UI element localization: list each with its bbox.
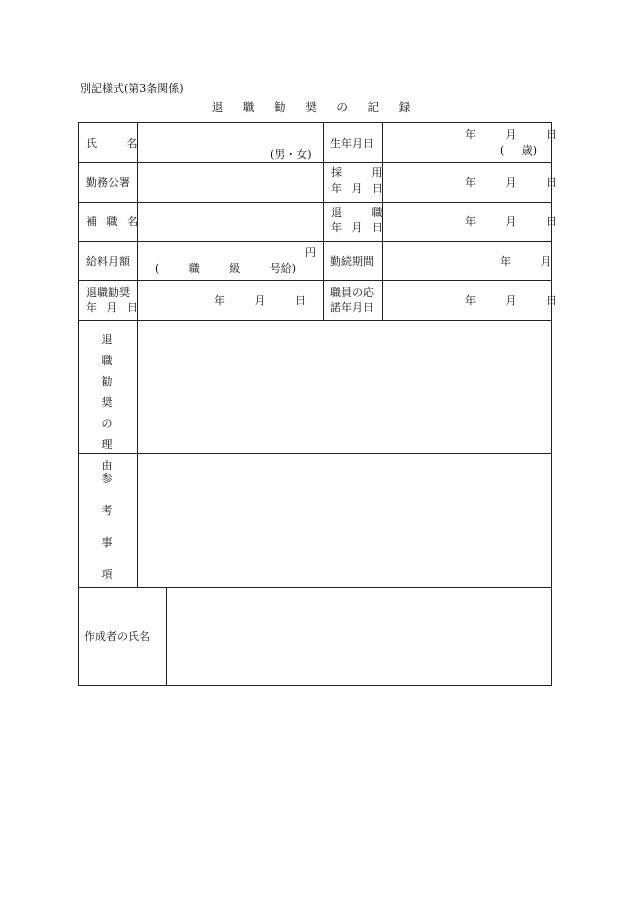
row-divider	[78, 241, 552, 242]
reason-label	[98, 331, 116, 473]
column-divider	[323, 122, 324, 320]
reference-label-char: 事	[101, 536, 113, 549]
retire-label-date: 年 月 日	[331, 221, 383, 234]
row-divider	[78, 280, 552, 281]
position-label: 補 職 名	[86, 215, 138, 228]
age-field[interactable]: ( 歳)	[500, 144, 538, 157]
hire-label: 採 用	[331, 166, 383, 179]
recommend-date-field[interactable]: 年 月 日	[214, 294, 306, 307]
recommend-label-date: 年 月 日	[86, 301, 138, 314]
consent-label-date: 諾年月日	[330, 301, 374, 314]
retire-label: 退 職	[331, 206, 383, 219]
office-label: 勤務公署	[86, 176, 130, 189]
hire-label-date: 年 月 日	[331, 182, 383, 195]
reason-label-char: 由	[101, 459, 113, 472]
reason-label-char: 奨	[101, 396, 113, 409]
form-label: 別記様式(第3条関係)	[80, 82, 184, 95]
reason-label-char: の	[101, 417, 113, 430]
reason-field[interactable]	[138, 321, 551, 453]
service-label: 勤続期間	[330, 255, 374, 268]
author-label: 作成者の氏名	[84, 630, 150, 643]
reason-label-char: 退	[101, 333, 113, 346]
row-divider	[78, 162, 552, 163]
recommend-label: 退職勧奨	[86, 286, 130, 299]
reason-label-char: 理	[101, 438, 113, 451]
retire-date-field[interactable]: 年 月 日	[465, 215, 557, 228]
reference-field[interactable]	[138, 454, 551, 587]
reference-label-char: 考	[101, 504, 113, 517]
author-name-field[interactable]	[167, 588, 551, 685]
dob-field[interactable]: 年 月 日	[465, 128, 557, 141]
salary-yen: 円	[305, 246, 316, 259]
consent-label: 職員の応	[330, 286, 374, 299]
consent-date-field[interactable]: 年 月 日	[465, 294, 557, 307]
dob-label: 生年月日	[330, 137, 374, 150]
salary-label: 給料月額	[86, 255, 130, 268]
service-period-field[interactable]: 年 月	[500, 255, 552, 268]
reason-label-char: 職	[101, 354, 113, 367]
reference-label-char: 参	[101, 472, 113, 485]
name-label: 氏 名	[86, 137, 138, 150]
hire-date-field[interactable]: 年 月 日	[465, 176, 557, 189]
reference-label-char: 項	[101, 568, 113, 581]
salary-grade-field[interactable]: ( 職 級 号給)	[155, 262, 297, 275]
reference-label	[98, 470, 116, 582]
gender-field[interactable]: (男・女)	[270, 148, 312, 161]
row-divider	[78, 202, 552, 203]
document-title: 退 職 勧 奨 の 記 録	[211, 100, 419, 114]
reason-label-char: 勧	[101, 375, 113, 388]
